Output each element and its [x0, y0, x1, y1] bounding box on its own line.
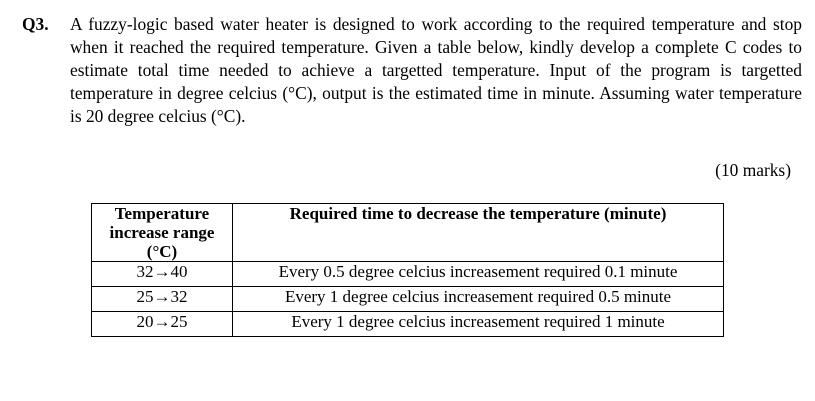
table-header-row: [92, 204, 724, 262]
rule-cell: Every 1 degree celcius increasement required 1 minute: [233, 312, 724, 337]
header-temperature-range: Temperature increase range (°C): [92, 204, 233, 262]
rule-cell: Every 1 degree celcius increasement required 0.5 minute: [233, 287, 724, 312]
range-cell: 20→25: [92, 312, 233, 337]
question-text: A fuzzy-logic based water heater is designed to work according to the required temperature and stop when it reached the required temperature. Given a table below, kindly develop a complete C codes to estimate total time needed to achieve a targetted temperature. Input of the program is targetted temperature in degree celcius (°C), output is the estimated time in minute. Assuming water temperature is 20 degree celcius (°C).: [70, 14, 802, 126]
marks-label: (10 marks): [715, 160, 791, 180]
table-row: [92, 312, 724, 337]
table-row: [92, 262, 724, 287]
table-row: [92, 287, 724, 312]
question-number: Q3.: [22, 14, 49, 34]
range-cell: 32→40: [92, 262, 233, 287]
temperature-table: [91, 203, 724, 337]
range-cell: 25→32: [92, 287, 233, 312]
header-required-time: Required time to decrease the temperature (minute): [233, 204, 724, 262]
rule-cell: Every 0.5 degree celcius increasement required 0.1 minute: [233, 262, 724, 287]
question-block: [22, 13, 802, 128]
